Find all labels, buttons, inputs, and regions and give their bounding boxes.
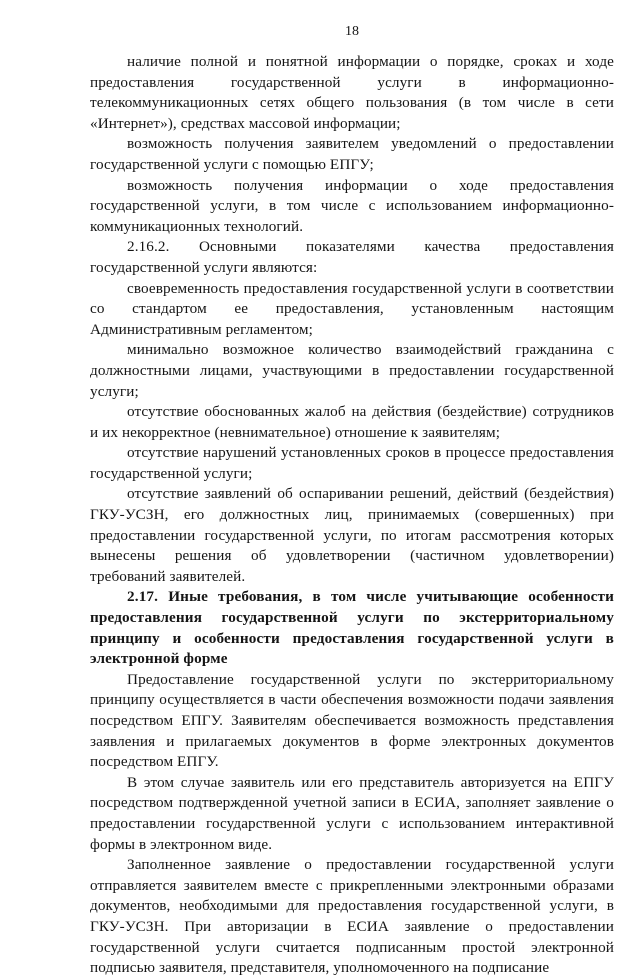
paragraph: В этом случае заявитель или его представитель авторизуется на ЕПГУ посредством подтвержденной учетной записи в ЕСИА, заполняет заявление о предоставлении государственной услуги с использованием интерактивной формы в электронном виде.: [90, 773, 614, 853]
paragraph: 2.16.2. Основными показателями качества предоставления государственной услуги являются:: [90, 238, 614, 276]
paragraph: Заполненное заявление о предоставлении государственной услуги отправляется заявителем вместе с прикрепленными электронными образами документов, необходимыми для предоставления государственной услуги, в ГКУ-УСЗН. При авторизации в ЕСИА заявление о предоставлении государственной услуги считается подписанным простой электронной подписью заявителя, представителя, уполномоченного на подписание: [90, 856, 614, 977]
paragraph: отсутствие обоснованных жалоб на действия (бездействие) сотрудников и их некорректное (невнимательное) отношение к заявителям;: [90, 403, 614, 441]
paragraph: возможность получения заявителем уведомлений о предоставлении государственной услуги с помощью ЕПГУ;: [90, 135, 614, 173]
paragraph: Предоставление государственной услуги по экстерриториальному принципу осуществляется в части обеспечения возможности подачи заявления посредством ЕПГУ. Заявителям обеспечивается возможность представления заявления и прилагаемых документов в форме электронных документов посредством ЕПГУ.: [90, 670, 614, 771]
paragraph: наличие полной и понятной информации о порядке, сроках и ходе предоставления государственной услуги в информационно-телекоммуникационных сетях общего пользования (в том числе в сети «Интернет»), средствах массовой информации;: [90, 53, 614, 132]
document-body: [90, 52, 614, 979]
paragraph: своевременность предоставления государственной услуги в соответствии со стандартом ее предоставления, установленным настоящим Административным регламентом;: [90, 279, 614, 338]
paragraph: возможность получения информации о ходе предоставления государственной услуги, в том числе с использованием информационно-коммуникационных технологий.: [90, 176, 614, 235]
section-heading: 2.17. Иные требования, в том числе учитывающие особенности предоставления государственной услуги по экстерриториальному принципу и особенности предоставления государственной услуги в электронной форме: [90, 588, 614, 668]
paragraph: отсутствие нарушений установленных сроков в процессе предоставления государственной услуги;: [90, 444, 614, 482]
paragraph: отсутствие заявлений об оспаривании решений, действий (бездействия) ГКУ-УСЗН, его должностных лиц, принимаемых (совершенных) при предоставлении государственной услуги, по итогам рассмотрения которых вынесены решения об удовлетворении (частичном удовлетворении) требований заявителей.: [90, 485, 614, 585]
page-number: 18: [345, 24, 359, 39]
paragraph: минимально возможное количество взаимодействий гражданина с должностными лицами, участвующими в предоставлении государственной услуги;: [90, 341, 614, 400]
